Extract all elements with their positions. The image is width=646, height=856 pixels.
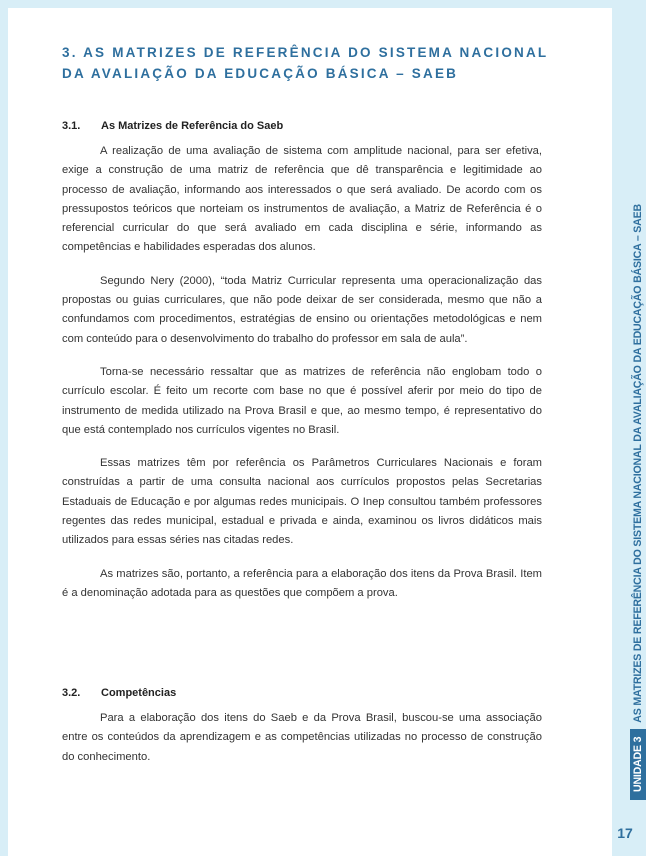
- page-number: 17: [617, 825, 633, 841]
- sidebar-title: AS MATRIZES DE REFERÊNCIA DO SISTEMA NACIONAL DA AVALIAÇÃO DA EDUCAÇÃO BÁSICA – SAEB: [632, 204, 644, 723]
- section-number: 3.2.: [62, 687, 81, 699]
- sidebar-running-title: [630, 160, 646, 800]
- section-3-2-title: [62, 687, 562, 699]
- paragraph: Para a elaboração dos itens do Saeb e da Prova Brasil, buscou-se uma associação entre os conteúdos da aprendizagem e as competências utilizadas no processo de construção do conhecimento.: [62, 712, 542, 763]
- chapter-heading-line-2: DA AVALIAÇÃO DA EDUCAÇÃO BÁSICA – SAEB: [62, 66, 459, 81]
- paragraph: Segundo Nery (2000), “toda Matriz Curricular representa uma operacionalização das propostas ou guias curriculares, que não pode deixar de ser considerada, mesmo que não a confundamos com procedimentos, estratégias de ensino ou orientações metodológicas e nem com conteúdo para o desenvolvimento do trabalho do professor em sala de aula”.: [62, 274, 542, 345]
- section-3-1-body: [62, 142, 542, 617]
- section-title-text: As Matrizes de Referência do Saeb: [101, 120, 284, 132]
- paragraph: As matrizes são, portanto, a referência para a elaboração dos itens da Prova Brasil. Item é a denominação adotada para as questões que compõem a prova.: [62, 567, 542, 599]
- page-sheet: [8, 8, 612, 856]
- chapter-heading: [62, 42, 562, 84]
- section-title-text: Competências: [101, 687, 177, 699]
- paragraph: Torna-se necessário ressaltar que as matrizes de referência não englobam todo o currículo escolar. É feito um recorte com base no que é possível aferir por meio do tipo de instrumento de medida utilizado na Prova Brasil e que, ao mesmo tempo, é representativo do que está contemplado nos currículos vigentes no Brasil.: [62, 365, 542, 436]
- unit-badge: UNIDADE 3: [630, 729, 646, 800]
- section-3-2-body: [62, 709, 542, 781]
- chapter-heading-line-1: 3. AS MATRIZES DE REFERÊNCIA DO SISTEMA NACIONAL: [62, 45, 549, 60]
- section-number: 3.1.: [62, 120, 81, 132]
- paragraph: A realização de uma avaliação de sistema com amplitude nacional, para ser efetiva, exige a construção de uma matriz de referência que dê transparência e legitimidade ao processo de avaliação, informando aos interessados o que será avaliado. De acordo com os pressupostos teóricos que norteiam os instrumentos de avaliação, a Matriz de Referência é o referencial curricular do que será avaliado em cada disciplina e série, informando as competências e habilidades esperadas dos alunos.: [62, 145, 542, 254]
- paragraph: Essas matrizes têm por referência os Parâmetros Curriculares Nacionais e foram construídas a partir de uma consulta nacional aos currículos propostos pelas Secretarias Estaduais de Educação e por algumas redes municipais. O Inep consultou também professores regentes das redes municipal, estadual e privada e ainda, examinou os livros didáticos mais utilizados para essas séries nas citadas redes.: [62, 457, 542, 547]
- section-3-1-title: [62, 120, 562, 132]
